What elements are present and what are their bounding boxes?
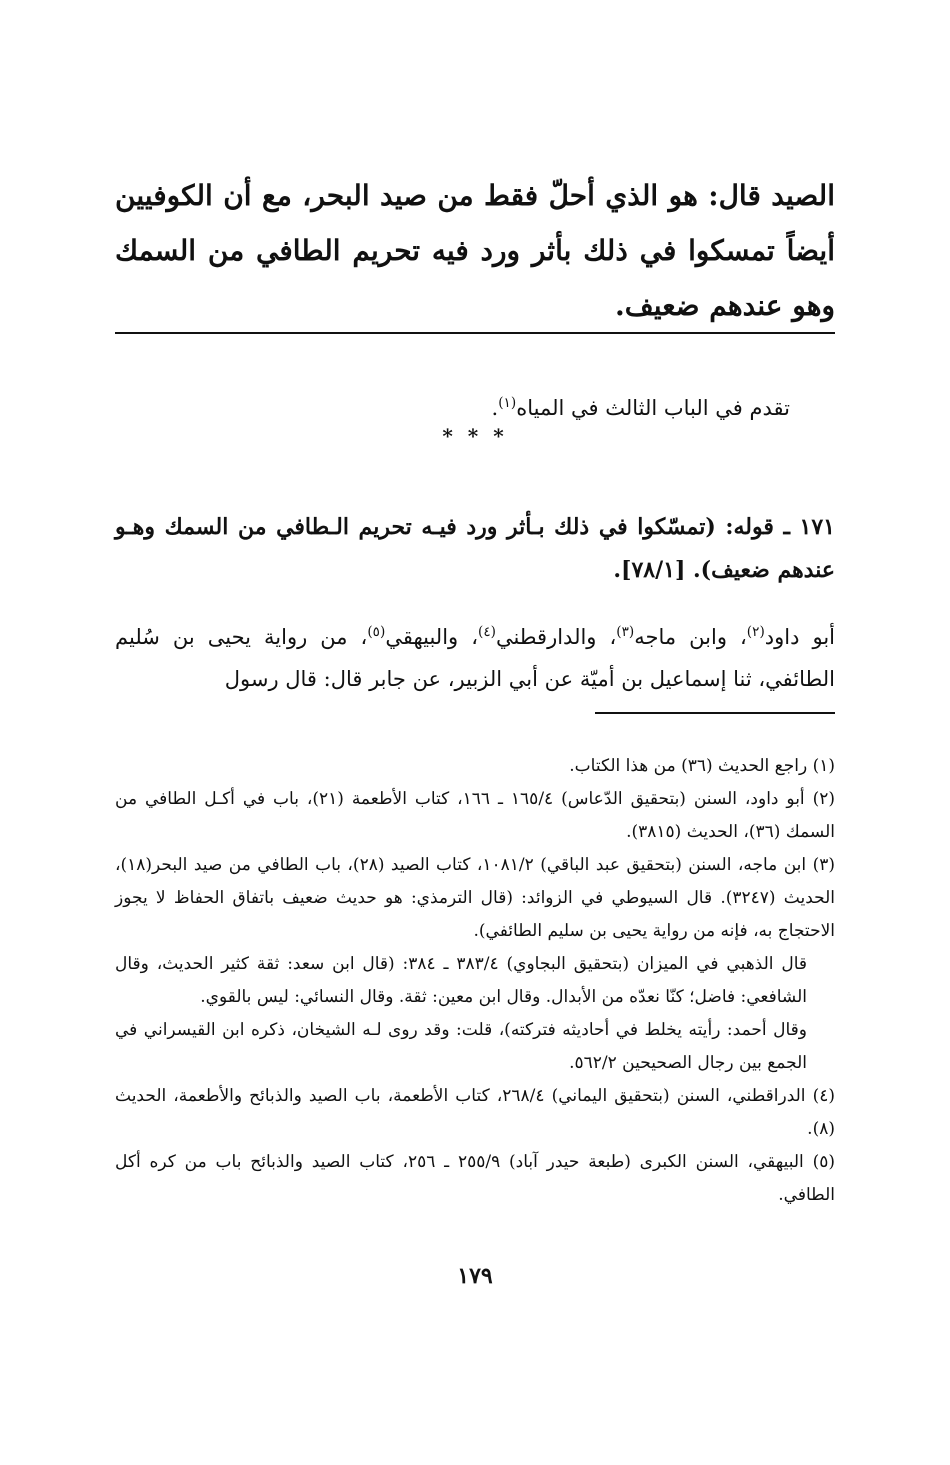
para-text-1: أبو داود bbox=[764, 625, 836, 649]
takhrij-paragraph bbox=[115, 611, 835, 700]
footnote-ref-1: (١) bbox=[498, 395, 517, 411]
footnote-2: (٢) أبو داود، السنن (بتحقيق الدّعاس) ١٦٥/٤ ـ ١٦٦، كتاب الأطعمة (٢١)، باب في أكـل الطافي من السمك (٣٦)، الحديث (٣٨١٥). bbox=[115, 789, 835, 842]
main-divider bbox=[115, 332, 835, 334]
para-text-3: ، والدارقطني bbox=[495, 625, 617, 649]
para-text-5: ، من رواية يحيى بن سُليم الطائفي، ثنا إسماعيل بن أميّة عن أبي الزبير، عن جابر قال: قال رسول bbox=[115, 625, 835, 691]
footnote-divider bbox=[595, 712, 835, 714]
intro-text: تقدم في الباب الثالث في المياه bbox=[516, 396, 790, 420]
footnote-4: (٤) الدراقطني، السنن (بتحقيق اليماني) ٢٦٨/٤، كتاب الأطعمة، باب الصيد والذبائح والأطعمة، الحديث (٨). bbox=[115, 1086, 836, 1139]
footnote-1: (١) راجع الحديث (٣٦) من هذا الكتاب. bbox=[569, 756, 835, 776]
footnote-ref-2: (٢) bbox=[746, 624, 765, 640]
para-text-4: ، والبيهقي bbox=[385, 625, 478, 649]
intro-end: . bbox=[491, 396, 499, 420]
footnote-ref-5: (٥) bbox=[367, 624, 386, 640]
footnote-5: (٥) البيهقي، السنن الكبرى (طبعة حيدر آباد) ٢٥٥/٩ ـ ٢٥٦، كتاب الصيد والذبائح باب من كره أكل الطافي. bbox=[115, 1152, 835, 1205]
matn-paragraph: الصيد قال: هو الذي أحلّ فقط من صيد البحر، مع أن الكوفيين أيضاً تمسكوا في ذلك بأثر ورد فيه تحريم الطافي من السمك وهو عندهم ضعيف. bbox=[115, 179, 835, 322]
footnote-ref-4: (٤) bbox=[477, 624, 496, 640]
footnote-3-continued-2: وقال أحمد: رأيته يخلط في أحاديثه فتركته)، قلت: وقد روى لـه الشيخان، ذكره ابن القيسراني في الجمع بين رجال الصحيحين ٥٦٢/٢. bbox=[115, 1020, 807, 1073]
footnotes-section bbox=[115, 750, 835, 1212]
footnote-ref-3: (٣) bbox=[616, 624, 635, 640]
item-171-heading: ١٧١ ـ قوله: (تمسّكوا في ذلك بـأثر ورد فيـه تحريم الـطافي من السمك وهـو عندهم ضعيف). [٧٨/١]. bbox=[115, 514, 835, 583]
para-text-2: ، وابن ماجه bbox=[634, 625, 747, 649]
page-number: ١٧٩ bbox=[457, 1263, 493, 1289]
intro-line bbox=[115, 383, 790, 428]
section-separator: * * * bbox=[442, 424, 508, 448]
footnote-3: (٣) ابن ماجه، السنن (بتحقيق عبد الباقي) ١٠٨١/٢، كتاب الصيد (٢٨)، باب الطافي من صيد البحر(١٨)، الحديث (٣٢٤٧). قال السيوطي في الزوائد: (قال الترمذي: هو حديث ضعيف باتفاق الحفاظ لا يجوز الاحتجاج به، فإنه من رواية يحيى بن سليم الطائفي). bbox=[115, 855, 835, 941]
footnote-3-continued-1: قال الذهبي في الميزان (بتحقيق البجاوي) ٣٨٣/٤ ـ ٣٨٤: (قال ابن سعد: ثقة كثير الحديث، وقال الشافعي: فاضل؛ كنّا نعدّه من الأبدال. وقال ابن معين: ثقة. وقال النسائي: ليس بالقوي. bbox=[115, 954, 808, 1007]
